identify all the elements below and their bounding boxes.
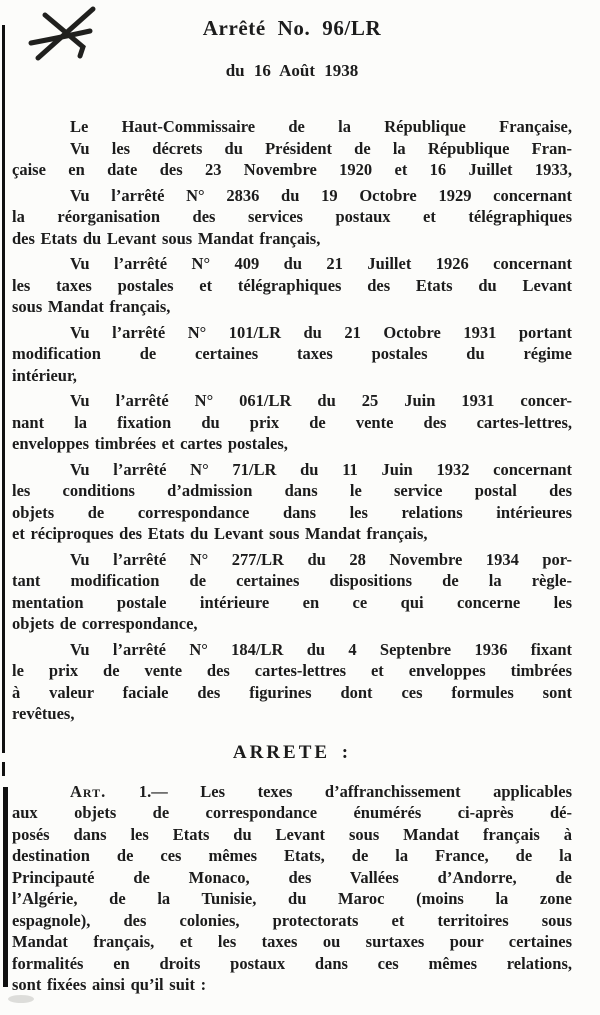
line-text: mentation postale intérieure en ce qui concerne les xyxy=(12,592,572,612)
text-line xyxy=(12,138,572,160)
text-line xyxy=(12,523,572,545)
line-text: objets de correspondance, xyxy=(12,614,198,633)
text-line xyxy=(12,159,572,181)
text-line xyxy=(12,343,572,365)
page-subtitle: du 16 Août 1938 xyxy=(225,61,359,80)
line-text: çaise en date des 23 Novembre 1920 et 16 Juillet 1933, xyxy=(12,160,572,179)
text-line xyxy=(12,365,572,387)
text-line xyxy=(12,185,572,207)
line-text: tant modification de certaines dispositions de la règle- xyxy=(12,571,572,590)
text-line xyxy=(12,459,572,481)
line-text: sous Mandat français, xyxy=(12,297,171,316)
text-line xyxy=(12,275,572,297)
text-line xyxy=(12,682,572,704)
left-margin-rule-dash xyxy=(2,762,5,776)
text-line xyxy=(12,953,572,975)
document-content xyxy=(12,16,572,996)
text-line xyxy=(12,390,572,412)
line-text: Mandat français, et les taxes ou surtaxes pour certaines xyxy=(12,932,572,951)
line-text: sont fixées ainsi qu’il suit : xyxy=(12,975,207,994)
section-heading: ARRETE : xyxy=(232,741,352,763)
line-text: Vu l’arrêté N° 2836 du 19 Octobre 1929 concernant xyxy=(70,185,572,205)
text-line xyxy=(12,549,572,571)
text-line xyxy=(12,781,572,803)
line-text: la réorganisation des services postaux et télégraphiques xyxy=(12,207,572,226)
text-line xyxy=(12,703,572,725)
line-text: Vu l’arrêté N° 277/LR du 28 Novembre 1934 por- xyxy=(70,549,572,569)
line-text: Vu les décrets du Président de la République Fran- xyxy=(70,138,572,158)
text-line xyxy=(12,910,572,932)
line-text: objets de correspondance dans les relations intérieures xyxy=(12,502,572,522)
text-line xyxy=(12,867,572,889)
article-label: Art. xyxy=(70,781,107,801)
line-text: les taxes postales et télégraphiques des Etats du Levant xyxy=(12,275,572,295)
text-line xyxy=(12,502,572,524)
text-line xyxy=(12,570,572,592)
line-text: enveloppes timbrées et cartes postales, xyxy=(12,434,288,453)
text-line xyxy=(12,206,572,228)
line-text: Principauté de Monaco, des Vallées d’Andorre, de xyxy=(12,867,572,887)
text-line xyxy=(12,253,572,275)
text-line xyxy=(12,974,572,996)
line-text: 1.— Les texes d’affranchissement applicables xyxy=(106,781,572,801)
line-text: posés dans les Etats du Levant sous Mandat français à xyxy=(12,824,572,844)
text-line xyxy=(12,116,572,138)
text-line xyxy=(12,296,572,318)
left-margin-rule-bottom xyxy=(3,787,8,987)
text-line xyxy=(12,228,572,250)
line-text: l’Algérie, de la Tunisie, du Maroc (moins la zone xyxy=(12,889,572,908)
line-text: Vu l’arrêté N° 71/LR du 11 Juin 1932 concernant xyxy=(70,459,572,479)
line-text: et réciproques des Etats du Levant sous Mandat français, xyxy=(12,524,428,543)
page-title: Arrêté No. 96/LR xyxy=(202,16,382,40)
text-line xyxy=(12,802,572,824)
text-line xyxy=(12,480,572,502)
line-text: Vu l’arrêté N° 409 du 21 Juillet 1926 concernant xyxy=(70,254,572,273)
line-text: Vu l’arrêté N° 061/LR du 25 Juin 1931 concer- xyxy=(70,391,572,410)
line-text: destination de ces mêmes Etats, de la France, de la xyxy=(12,846,572,865)
line-text: intérieur, xyxy=(12,365,77,385)
text-line xyxy=(12,322,572,344)
line-text: aux objets de correspondance énumérés ci-après dé- xyxy=(12,803,572,822)
line-text: les conditions d’admission dans le service postal des xyxy=(12,481,572,500)
text-line xyxy=(12,931,572,953)
text-line xyxy=(12,888,572,910)
line-text: Vu l’arrêté N° 101/LR du 21 Octobre 1931 portant xyxy=(70,322,572,342)
line-text: à valeur faciale des figurines dont ces formules sont xyxy=(12,682,572,702)
article-1-block xyxy=(12,781,572,996)
text-line xyxy=(12,660,572,682)
text-line xyxy=(12,592,572,614)
line-text: formalités en droits postaux dans ces mêmes relations, xyxy=(12,953,572,973)
text-line xyxy=(12,845,572,867)
text-line xyxy=(12,412,572,434)
line-text: espagnole), des colonies, protectorats et territoires sous xyxy=(12,910,572,930)
line-text: nant la fixation du prix de vente des cartes-lettres, xyxy=(12,412,572,432)
scan-smudge xyxy=(8,995,34,1003)
line-text: revêtues, xyxy=(12,704,75,723)
line-text: des Etats du Levant sous Mandat français, xyxy=(12,228,321,248)
text-line xyxy=(12,824,572,846)
line-text: Le Haut-Commissaire de la République Française, xyxy=(70,117,572,136)
text-line xyxy=(12,433,572,455)
text-line xyxy=(12,613,572,635)
left-margin-rule-top xyxy=(2,25,5,753)
preamble-block xyxy=(12,116,572,725)
line-text: le prix de vente des cartes-lettres et enveloppes timbrées xyxy=(12,661,572,680)
line-text: Vu l’arrêté N° 184/LR du 4 Septenbre 1936 fixant xyxy=(70,639,572,659)
text-line xyxy=(12,639,572,661)
line-text: modification de certaines taxes postales du régime xyxy=(12,344,572,363)
